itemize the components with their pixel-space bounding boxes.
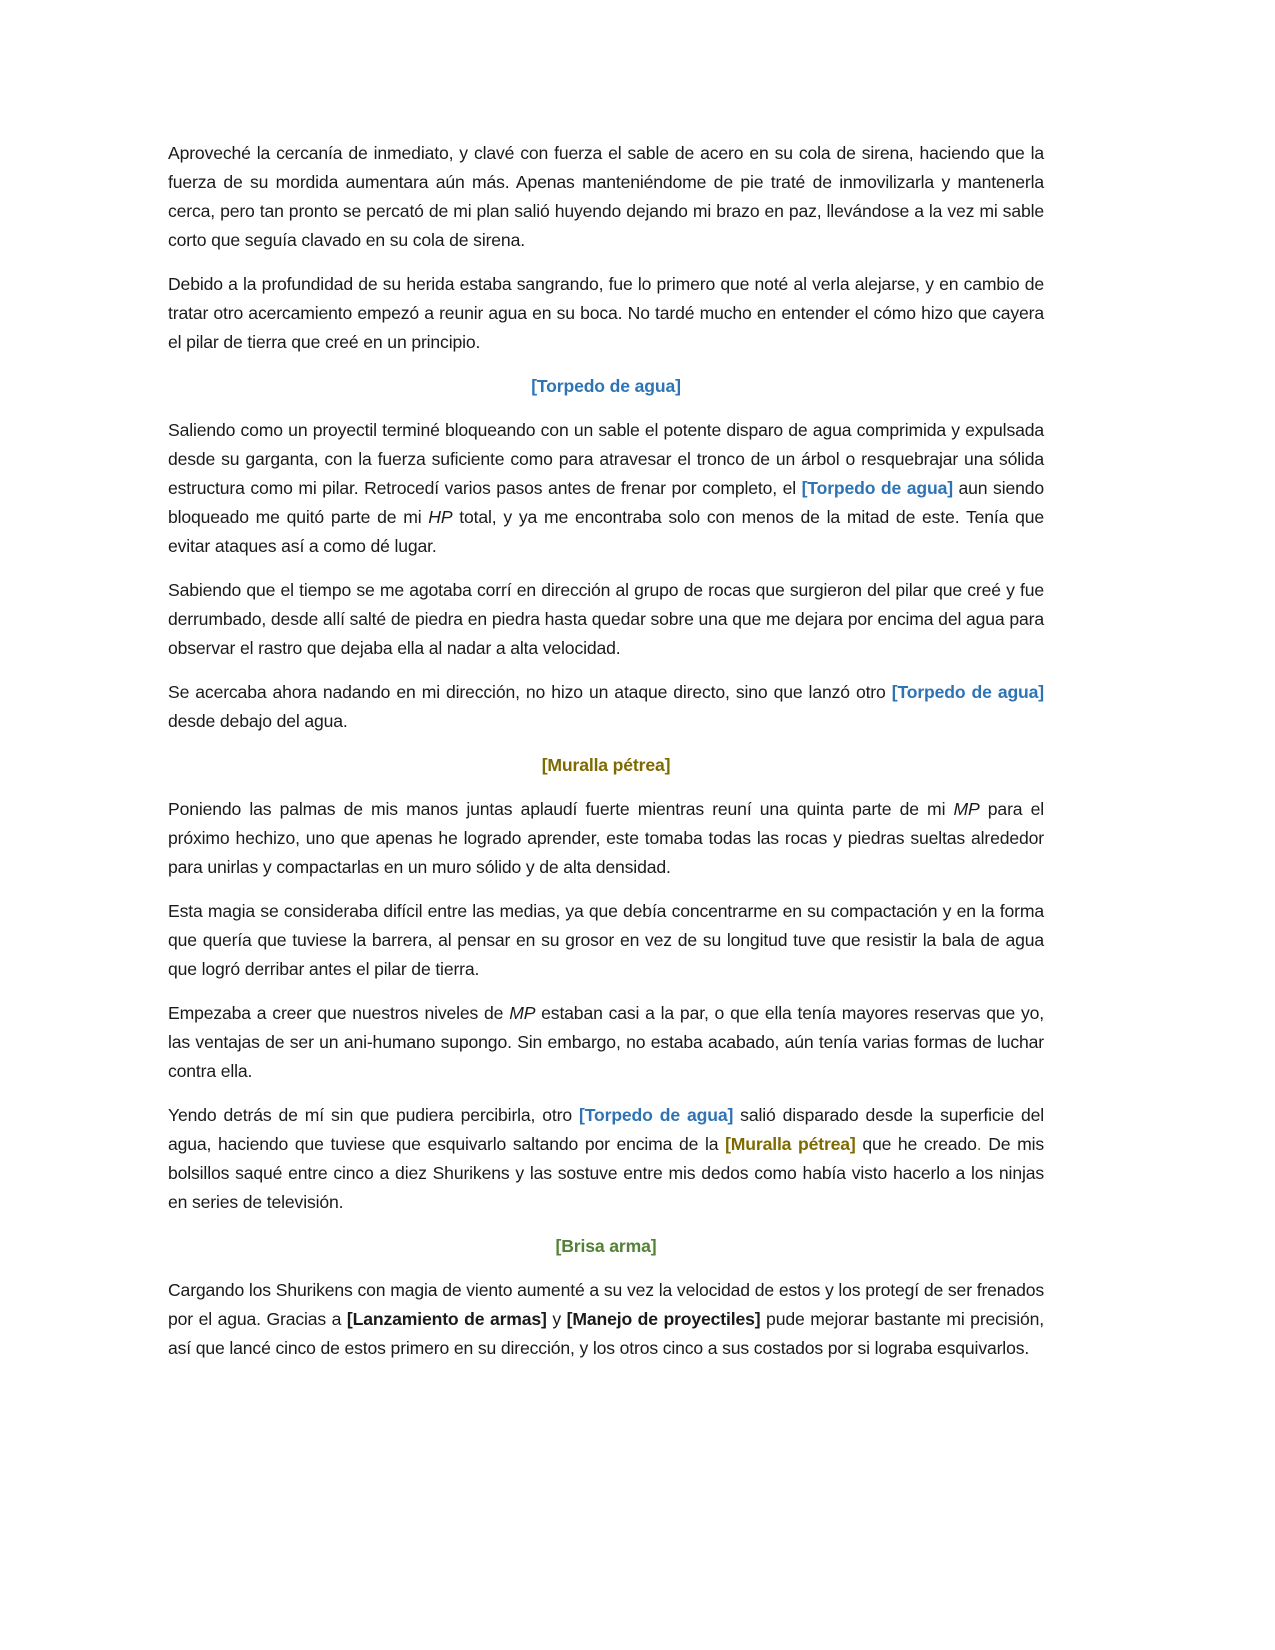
styled-term: [Torpedo de agua]: [579, 1105, 734, 1125]
styled-term: [Brisa arma]: [555, 1236, 657, 1256]
paragraph: [168, 795, 1044, 882]
section-heading: [168, 1232, 1044, 1261]
text-run: Saliendo como un proyectil terminé bloqueando con un sable el potente disparo de agua comprimida y expulsada desde su garganta, con la fuerza suficiente como para atravesar el tronco de un árbol o resquebrajar una sólida estructura como mi pilar. Retrocedí varios pasos antes de frenar por completo, el: [168, 420, 1044, 498]
text-run: que he creado: [855, 1134, 977, 1154]
styled-term: [Torpedo de agua]: [801, 478, 953, 498]
styled-term: .: [976, 1134, 982, 1154]
paragraph: [168, 270, 1044, 357]
paragraph: [168, 416, 1044, 561]
styled-term: [Manejo de proyectiles]: [566, 1309, 761, 1329]
text-run: salió disparado desde la superficie del agua, haciendo que tuviese que esquivarlo saltando por encima de la: [168, 1105, 1044, 1154]
styled-term: [Muralla pétrea]: [541, 755, 671, 775]
styled-term: [Lanzamiento de armas]: [346, 1309, 547, 1329]
text-run: desde debajo del agua.: [168, 711, 348, 731]
text-run: y: [546, 1309, 567, 1329]
text-run: pude mejorar bastante mi precisión, así que lancé cinco de estos primero en su dirección, y los otros cinco a sus costados por si lograba esquivarlos.: [168, 1309, 1044, 1358]
document-page: [168, 139, 1044, 1378]
section-heading: [168, 751, 1044, 780]
text-run: para el próximo hechizo, uno que apenas he logrado aprender, este tomaba todas las rocas y piedras sueltas alrededor para unirlas y compactarlas en un muro sólido y de alta densidad.: [168, 799, 1044, 877]
paragraph: [168, 999, 1044, 1086]
styled-term: [Muralla pétrea]: [725, 1134, 856, 1154]
section-heading: [168, 372, 1044, 401]
text-run: Yendo detrás de mí sin que pudiera percibirla, otro: [168, 1105, 580, 1125]
paragraph: [168, 139, 1044, 255]
text-run: Empezaba a creer que nuestros niveles de: [168, 1003, 510, 1023]
paragraph: [168, 1101, 1044, 1217]
text-run: Debido a la profundidad de su herida estaba sangrando, fue lo primero que noté al verla alejarse, y en cambio de tratar otro acercamiento empezó a reunir agua en su boca. No tardé mucho en entender el cómo hizo que cayera el pilar de tierra que creé en un principio.: [168, 274, 1044, 352]
styled-term: MP: [953, 799, 980, 819]
text-run: estaban casi a la par, o que ella tenía mayores reservas que yo, las ventajas de ser un ani-humano supongo. Sin embargo, no estaba acabado, aún tenía varias formas de luchar contra ella.: [168, 1003, 1044, 1081]
text-run: total, y ya me encontraba solo con menos de la mitad de este. Tenía que evitar ataques así a como dé lugar.: [168, 507, 1044, 556]
text-run: Aproveché la cercanía de inmediato, y clavé con fuerza el sable de acero en su cola de sirena, haciendo que la fuerza de su mordida aumentara aún más. Apenas manteniéndome de pie traté de inmovilizarla y mantenerla cerca, pero tan pronto se percató de mi plan salió huyendo dejando mi brazo en paz, llevándose a la vez mi sable corto que seguía clavado en su cola de sirena.: [168, 143, 1044, 250]
styled-term: [Torpedo de agua]: [531, 376, 681, 396]
styled-term: MP: [509, 1003, 536, 1023]
text-run: aun siendo bloqueado me quitó parte de mi: [168, 478, 1044, 527]
text-run: De mis bolsillos saqué entre cinco a diez Shurikens y las sostuve entre mis dedos como había visto hacerlo a los ninjas en series de televisión.: [168, 1134, 1044, 1212]
styled-term: [Torpedo de agua]: [891, 682, 1044, 702]
paragraph: [168, 678, 1044, 736]
text-run: Esta magia se consideraba difícil entre las medias, ya que debía concentrarme en su compactación y en la forma que quería que tuviese la barrera, al pensar en su grosor en vez de su longitud tuve que resistir la bala de agua que logró derribar antes el pilar de tierra.: [168, 901, 1044, 979]
paragraph: [168, 576, 1044, 663]
text-run: Sabiendo que el tiempo se me agotaba corrí en dirección al grupo de rocas que surgieron del pilar que creé y fue derrumbado, desde allí salté de piedra en piedra hasta quedar sobre una que me dejara por encima del agua para observar el rastro que dejaba ella al nadar a alta velocidad.: [168, 580, 1044, 658]
styled-term: HP: [428, 507, 453, 527]
text-run: Cargando los Shurikens con magia de viento aumenté a su vez la velocidad de estos y los protegí de ser frenados por el agua. Gracias a: [168, 1280, 1044, 1329]
paragraph: [168, 1276, 1044, 1363]
text-run: Se acercaba ahora nadando en mi dirección, no hizo un ataque directo, sino que lanzó otro: [168, 682, 892, 702]
paragraph: [168, 897, 1044, 984]
text-run: Poniendo las palmas de mis manos juntas aplaudí fuerte mientras reuní una quinta parte de mi: [168, 799, 954, 819]
